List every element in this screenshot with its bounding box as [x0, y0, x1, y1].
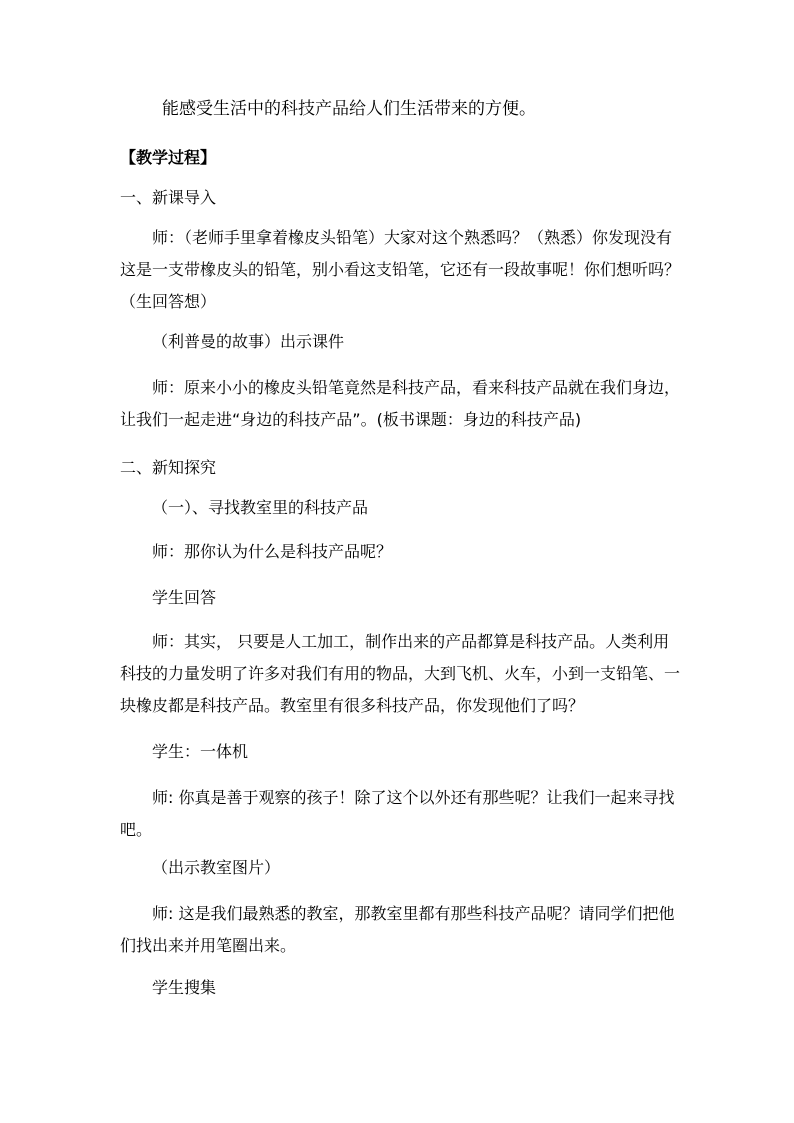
- paragraph-observe-more: 师: 你真是善于观察的孩子！除了这个以外还有那些呢？让我们一起来寻找吧。: [120, 788, 675, 839]
- paragraph-classroom-task: 师: 这是我们最熟悉的教室，那教室里都有那些科技产品呢？请同学们把他们找出来并用笔圈出来。: [120, 904, 675, 955]
- heading-new-lesson: 一、新课导入: [120, 188, 217, 207]
- paragraph-topic-intro: 师：原来小小的橡皮头铅笔竟然是科技产品，看来科技产品就在我们身边，让我们一起走进“身边的科技产品”。(板书课题：身边的科技产品): [120, 378, 681, 429]
- paragraph-pencil-question: 师：（老师手里拿着橡皮头铅笔）大家对这个熟悉吗？（熟悉）你发现没有这是一支带橡皮头的铅笔，别小看这支铅笔，它还有一段故事呢！你们想听吗？（生回答想）: [120, 228, 681, 311]
- section-title: 【教学过程】: [120, 148, 217, 167]
- paragraph-student-collect: 学生搜集: [152, 978, 217, 997]
- paragraph-story-slide: （利普曼的故事）出示课件: [152, 332, 345, 351]
- paragraph-student-device: 学生：一体机: [152, 742, 249, 761]
- paragraph-tech-definition: 师：其实， 只要是人工加工，制作出来的产品都算是科技产品。人类利用科技的力量发明了许多对我们有用的物品，大到飞机、火车，小到一支铅笔、一块橡皮都是科技产品。教室里有很多科技产品，你发现他们了吗？: [120, 632, 681, 715]
- paragraph-student-answer: 学生回答: [152, 588, 217, 607]
- intro-line: 能感受生活中的科技产品给人们生活带来的方便。: [162, 99, 536, 119]
- heading-explore: 二、新知探究: [120, 458, 217, 477]
- subheading-find-products: （一）、寻找教室里的科技产品: [152, 498, 369, 517]
- paragraph-show-picture: （出示教室图片）: [152, 858, 281, 877]
- paragraph-what-is-tech: 师：那你认为什么是科技产品呢？: [152, 542, 393, 561]
